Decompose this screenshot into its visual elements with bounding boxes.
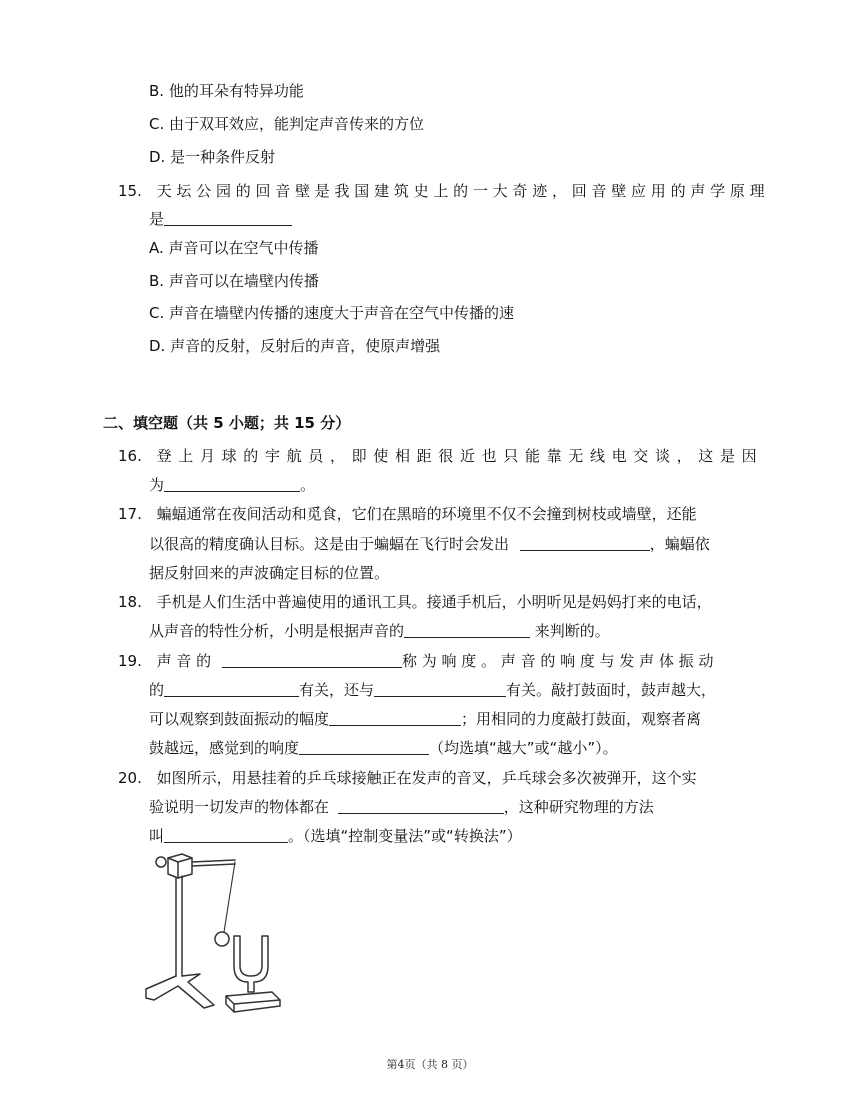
answer-blank[interactable] — [164, 476, 300, 492]
q16-line2-prefix: 为 — [149, 476, 165, 494]
q19-line2-b: 有关，还与 — [299, 681, 375, 699]
q16-line2-suffix: 。 — [300, 476, 316, 494]
q16-stem — [118, 445, 757, 467]
q17-line2 — [149, 533, 710, 555]
question-number: 15. — [118, 182, 142, 200]
answer-blank[interactable] — [329, 710, 461, 726]
tuning-fork-figure — [140, 848, 300, 1013]
q20-line3-b: 。（选填“控制变量法”或“转换法”） — [288, 827, 522, 845]
answer-blank[interactable] — [222, 652, 402, 668]
q16-line2 — [149, 474, 315, 496]
q18-line1: 手机是人们生活中普遍使用的通讯工具。接通手机后，小明听见是妈妈打来的电话， — [156, 593, 712, 611]
q18-line2-suffix: 来判断的。 — [534, 622, 610, 640]
q17-stem — [118, 503, 697, 525]
q15-line1: 天坛公园的回音壁是我国建筑史上的一大奇迹，回音壁应用的声学原理 — [156, 182, 765, 200]
q15-line2-prefix: 是 — [149, 210, 165, 228]
q20-line3-a: 叫 — [149, 827, 165, 845]
answer-blank[interactable] — [404, 622, 530, 638]
question-number: 18. — [118, 593, 142, 611]
q15-option-a: A. 声音可以在空气中传播 — [149, 239, 319, 257]
clamp-block — [168, 854, 192, 878]
q15-line2 — [149, 208, 292, 230]
q19-stem — [118, 650, 714, 672]
tuning-fork — [234, 936, 268, 992]
answer-blank[interactable] — [374, 681, 506, 697]
q15-option-c: C. 声音在墙壁内传播的速度大于声音在空气中传播的速 — [149, 304, 515, 322]
pendulum-string — [224, 862, 235, 932]
question-number: 17. — [118, 505, 142, 523]
q20-line2-b: ，这种研究物理的方法 — [503, 798, 654, 816]
q18-stem — [118, 591, 712, 613]
q20-stem — [118, 767, 697, 789]
answer-blank[interactable] — [164, 210, 292, 226]
q19-line4-a: 鼓越远，感觉到的响度 — [149, 739, 300, 757]
q18-line2-prefix: 从声音的特性分析，小明是根据声音的 — [149, 622, 405, 640]
q19-line2-a: 的 — [149, 681, 165, 699]
clamp-knob — [156, 857, 166, 867]
q20-line2 — [149, 796, 654, 818]
ping-pong-ball — [215, 932, 229, 946]
q19-line2-c: 有关。敲打鼓面时，鼓声越大， — [506, 681, 717, 699]
q15-stem — [118, 180, 765, 202]
q14-option-b: B. 他的耳朵有特异功能 — [149, 82, 304, 100]
answer-blank[interactable] — [164, 827, 288, 843]
q19-line2 — [149, 679, 716, 701]
question-number: 19. — [118, 652, 142, 670]
q17-line2-suffix: ，蝙蝠依 — [649, 535, 710, 553]
q18-line2 — [149, 620, 610, 642]
q19-line1-a: 声 音 的 — [156, 652, 212, 670]
question-number: 20. — [118, 769, 142, 787]
horizontal-rod — [192, 860, 235, 866]
q20-line2-a: 验说明一切发声的物体都在 — [149, 798, 330, 816]
q14-option-c: C. 由于双耳效应，能判定声音传来的方位 — [149, 115, 425, 133]
q19-line3-a: 可以观察到鼓面振动的幅度 — [149, 710, 330, 728]
page-footer: 第4页（共 8 页） — [386, 1058, 474, 1071]
stand-base — [146, 974, 214, 1008]
q16-line1: 登上月球的宇航员，即使相距很近也只能靠无线电交谈，这是因 — [156, 447, 757, 465]
answer-blank[interactable] — [164, 681, 299, 697]
q15-option-b: B. 声音可以在墙壁内传播 — [149, 272, 319, 290]
q15-option-d: D. 声音的反射，反射后的声音，使原声增强 — [149, 337, 441, 355]
q19-line4-b: （均选填“越大”或“越小”）。 — [429, 739, 618, 757]
section-title: 二、填空题（共 5 小题；共 15 分） — [103, 414, 351, 432]
question-number: 16. — [118, 447, 142, 465]
answer-blank[interactable] — [338, 798, 504, 814]
q19-line3-b: ；用相同的力度敲打鼓面，观察者离 — [461, 710, 702, 728]
q17-line3: 据反射回来的声波确定目标的位置。 — [149, 564, 390, 582]
q20-line1: 如图所示，用悬挂着的乒乓球接触正在发声的音叉，乒乓球会多次被弹开，这个实 — [156, 769, 697, 787]
q19-line3 — [149, 708, 701, 730]
answer-blank[interactable] — [299, 739, 429, 755]
q17-line1: 蝙蝠通常在夜间活动和觅食，它们在黑暗的环境里不仅不会撞到树枝或墙壁，还能 — [156, 505, 697, 523]
q19-line1-b: 称 为 响 度 。 声 音 的 响 度 与 发 声 体 振 动 — [401, 652, 714, 670]
q20-line3 — [149, 825, 522, 847]
answer-blank[interactable] — [520, 535, 650, 551]
q17-line2-prefix: 以很高的精度确认目标。这是由于蝙蝠在飞行时会发出 — [149, 535, 510, 553]
stand-pole — [176, 876, 182, 976]
q14-option-d: D. 是一种条件反射 — [149, 148, 276, 166]
q19-line4 — [149, 737, 618, 759]
